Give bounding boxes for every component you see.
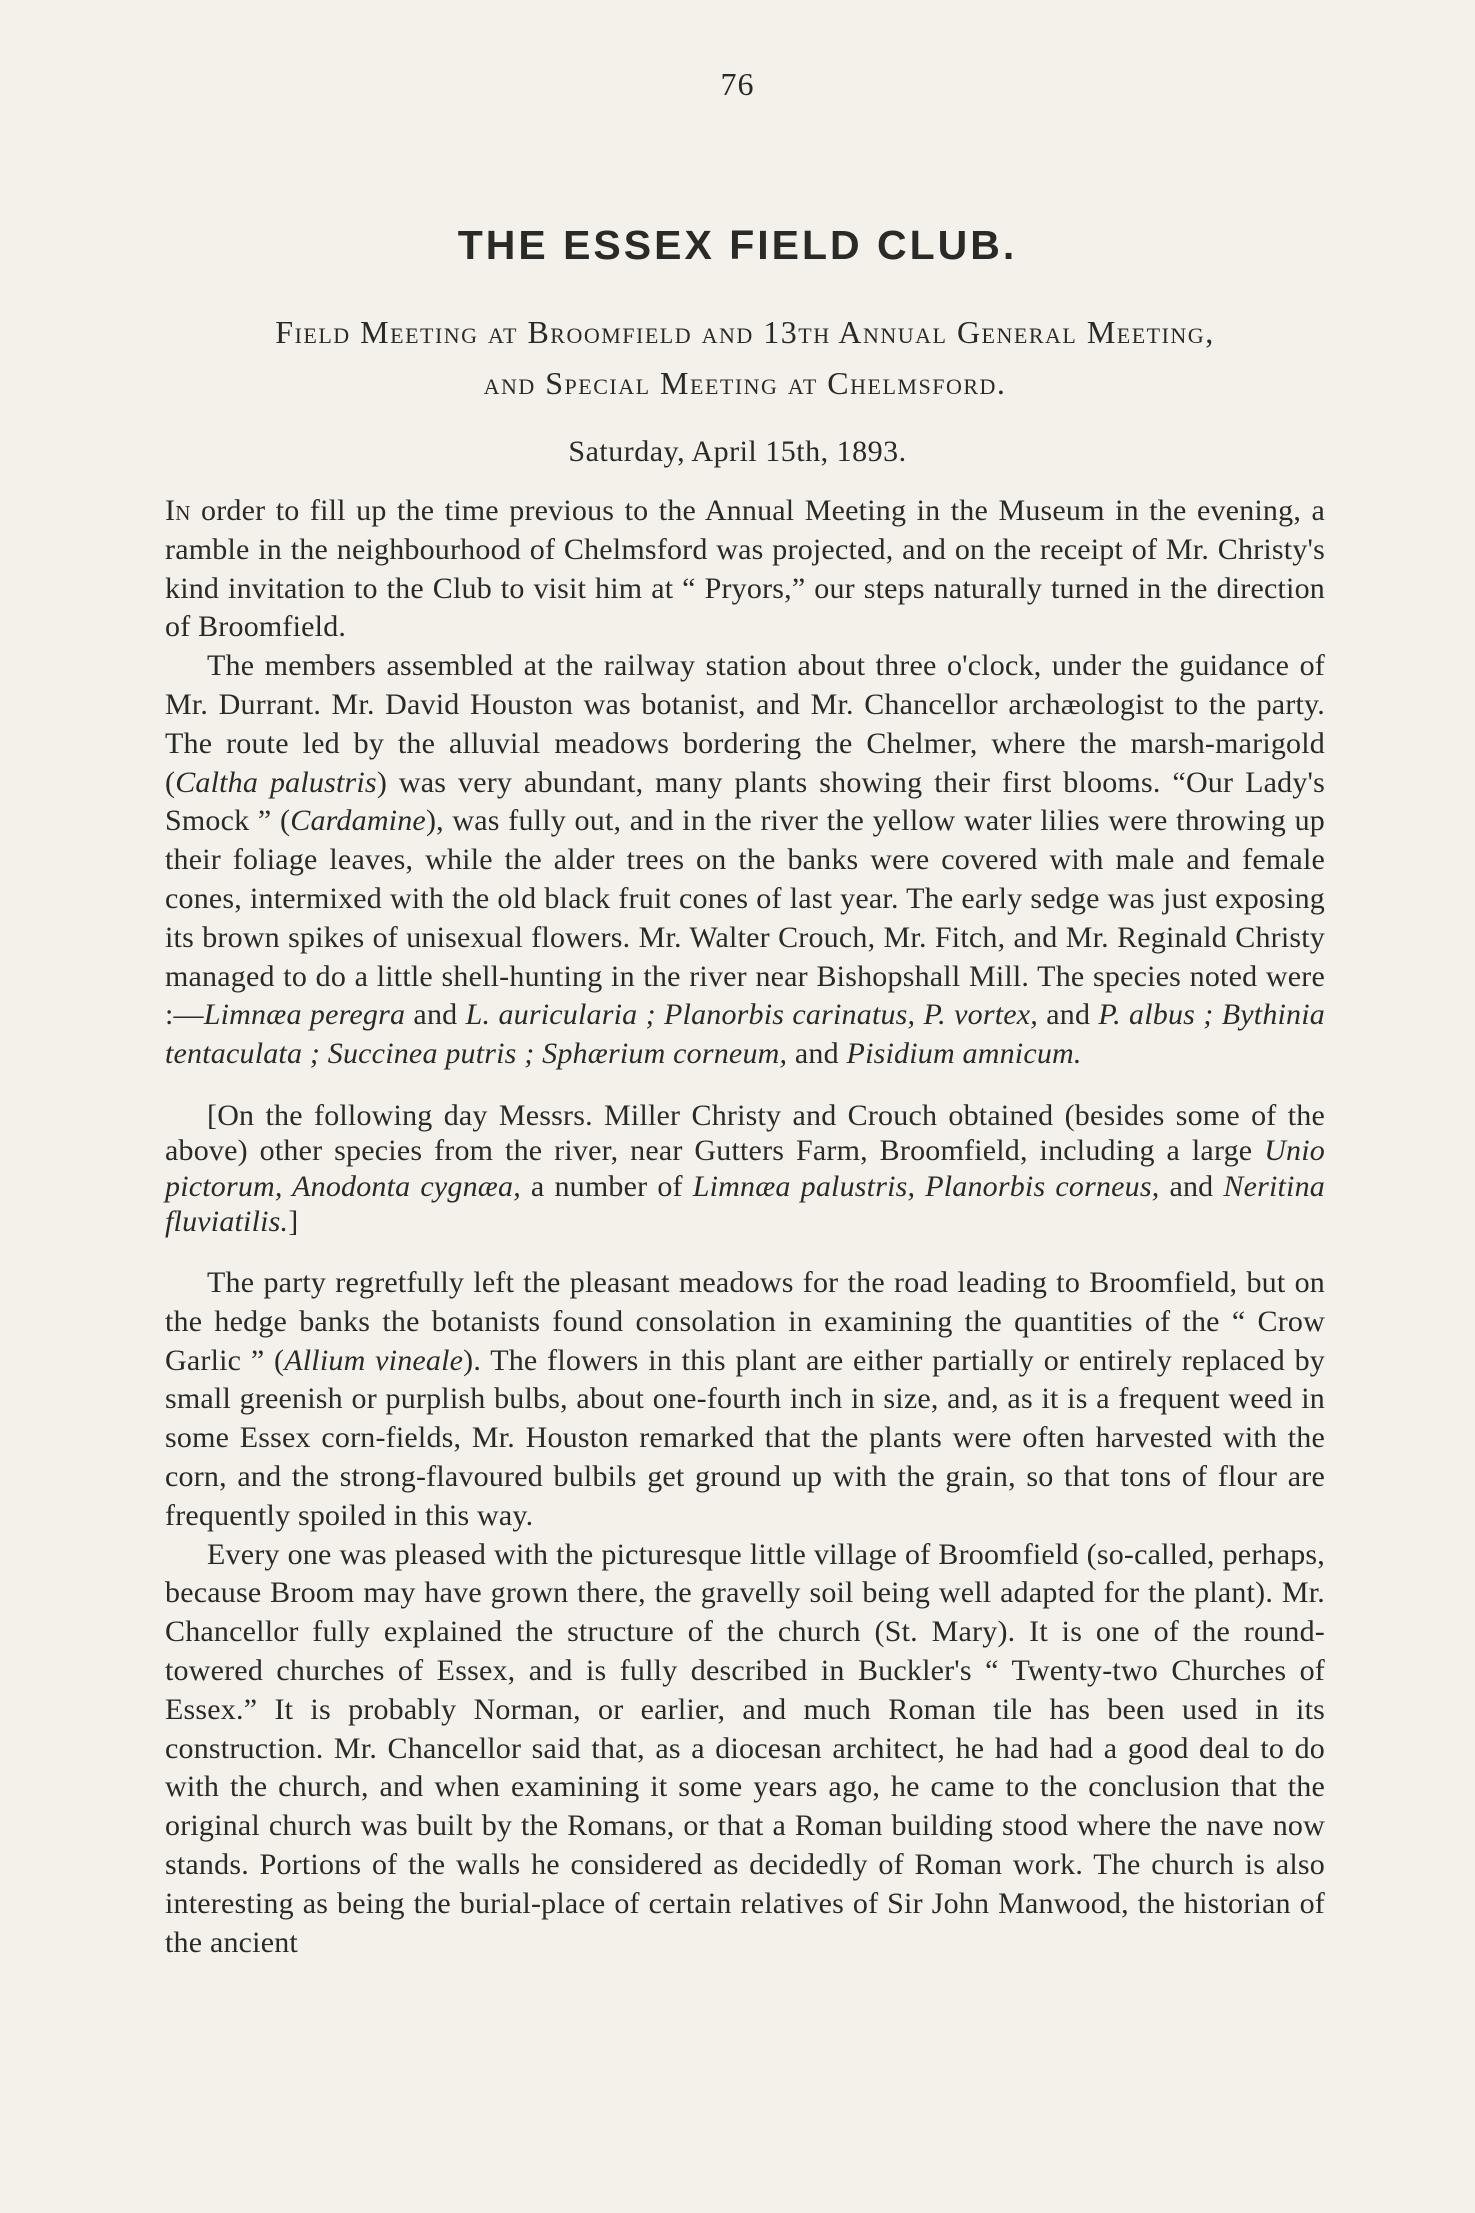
bracketed-note	[165, 1098, 1325, 1240]
paragraph-2	[165, 647, 1325, 1074]
article-body	[165, 492, 1325, 1962]
paragraph-2-text-6: and	[787, 1037, 847, 1071]
paragraph-2-text-2: ) was very abundant, many plants showing their first blooms. “Our Lady's Smock ” (	[165, 765, 1325, 838]
paragraph-2-text-5: and	[1037, 998, 1099, 1032]
species-name: Allium vineale	[284, 1343, 464, 1377]
subtitle-line-2: and Special Meeting at Chelmsford.	[483, 365, 1007, 401]
species-name: Pisidium amnicum.	[846, 1037, 1082, 1071]
paragraph-2-text-3: ), was fully out, and in the river the yellow water lilies were throwing up their foliage leaves, while the alder trees on the banks were covered with male and female cones, intermixed with the old black fruit cones of last year. The early sedge was just exposing its brown spikes of unisexual flowers. Mr. Walter Crouch, Mr. Fitch, and Mr. Reginald Christy managed to do a little shell-hunting in the river near Bishopshall Mill. The species noted were :—	[165, 804, 1325, 1032]
paragraph-4-text-1: The party regretfully left the pleasant meadows for the road leading to Broomfield, but on the hedge banks the botanists found consolation in examining the quantities of the “ Crow Garlic ” (	[165, 1265, 1325, 1377]
species-name: Limnæa palustris, Planorbis corneus,	[692, 1169, 1160, 1203]
paragraph-4-text-2: ). The flowers in this plant are either partially or entirely replaced by small greenish or purplish bulbs, about one-fourth inch in size, and, as it is a frequent weed in some Essex corn-fields, Mr. Houston remarked that the plants were often harvested with the corn, and the strong-flavoured bulbils get ground up with the grain, so that tons of flour are frequently spoiled in this way.	[165, 1343, 1325, 1532]
note-text-3: and	[1159, 1169, 1224, 1203]
paragraph-2-text-1: The members assembled at the railway station about three o'clock, under the guidance of Mr. Durrant. Mr. David Houston was botanist, and Mr. Chancellor archæologist to the party. The route led by the alluvial meadows bordering the Chelmer, where the marsh-marigold (	[165, 649, 1325, 799]
page-number: 76	[720, 66, 755, 102]
paragraph-5	[165, 1536, 1325, 1963]
note-text-2: a number of	[520, 1169, 693, 1203]
species-name: Neritina fluviatilis.	[165, 1169, 1325, 1239]
meeting-date: Saturday, April 15th, 1893.	[568, 435, 907, 468]
paragraph-1	[165, 492, 1325, 647]
species-name: Cardamine	[290, 804, 426, 838]
species-name: Limnæa peregra	[203, 998, 406, 1032]
subtitle-line-1: Field Meeting at Broomfield and 13th Annual General Meeting,	[275, 314, 1215, 350]
paragraph-2-text-4: and	[405, 998, 466, 1032]
page-title: THE ESSEX FIELD CLUB.	[457, 222, 1018, 268]
species-name: L. auricularia ; Planorbis carinatus, P. vortex,	[465, 998, 1038, 1032]
note-text-1: [On the following day Messrs. Miller Christy and Crouch obtained (besides some of the above) other species from the river, near Gutters Farm, Broomfield, including a large	[165, 1098, 1325, 1168]
note-text-4: ]	[288, 1205, 299, 1239]
paragraph-5-text: Every one was pleased with the picturesque little village of Broomfield (so-called, perhaps, because Broom may have grown there, the gravelly soil being well adapted for the plant). Mr. Chancellor fully explained the structure of the church (St. Mary). It is one of the round-towered churches of Essex, and is fully described in Buckler's “ Twenty-two Churches of Essex.” It is probably Norman, or earlier, and much Roman tile has been used in its construction. Mr. Chancellor said that, as a diocesan architect, he had had a good deal to do with the church, and when examining it some years ago, he came to the conclusion that the original church was built by the Romans, or that a Roman building stood where the nave now stands. Portions of the walls he considered as decidedly of Roman work. The church is also interesting as being the burial-place of certain relatives of Sir John Manwood, the historian of the ancient	[165, 1537, 1325, 1959]
species-name: P. albus ; Bythinia tentaculata ; Succinea putris ; Sphærium corneum,	[165, 998, 1325, 1071]
paragraph-4	[165, 1264, 1325, 1536]
species-name: Caltha palustris	[175, 765, 377, 799]
species-name: Unio pictorum, Anodonta cygnæa,	[165, 1134, 1325, 1203]
paragraph-lead-word: In	[165, 494, 191, 527]
paragraph-1-text: order to fill up the time previous to the Annual Meeting in the Museum in the evening, a ramble in the neighbourhood of Chelmsford was projected, and on the receipt of Mr. Christy's kind invitation to the Club to visit him at “ Pryors,” our steps naturally turned in the direction of Broomfield.	[165, 494, 1325, 644]
